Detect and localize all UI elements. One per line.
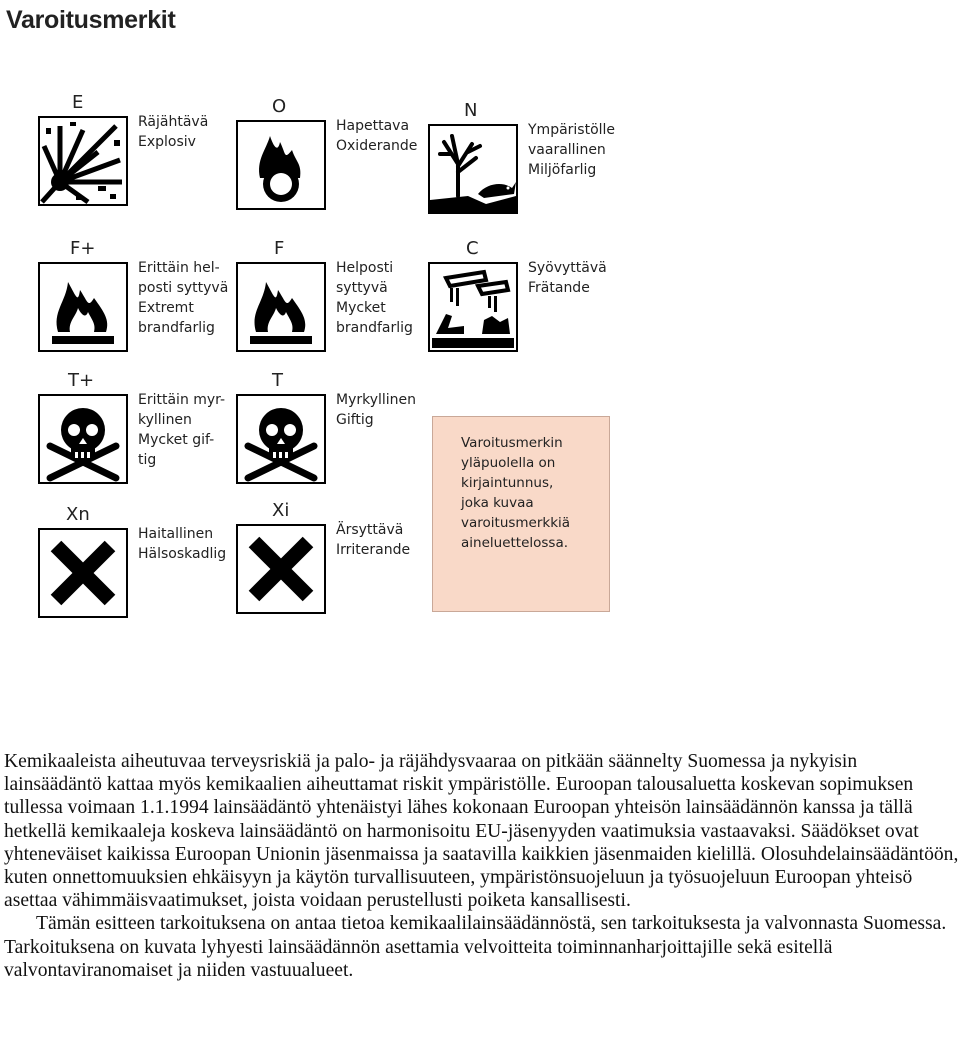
hazard-code: Xi — [272, 500, 290, 521]
flame-icon — [236, 262, 326, 352]
oxidizing-icon — [236, 120, 326, 210]
hazard-code: N — [464, 100, 478, 121]
hazard-symbol-environment — [428, 100, 708, 230]
hazard-code: F — [274, 238, 285, 259]
paragraph: Kemikaaleista aiheutuvaa terveysriskiä ja palo- ja räjähdysvaaraa on pitkään säännelty Suomessa ja nykyisin lainsäädäntö kattaa myös kemikaalien aiheuttamat riskit ympäristölle. Euroopan talousaluetta koskevan sopimuksen tullessa voimaan 1.1.1994 lainsäädäntö yhtenäistyi lähes kokonaan Euroopan yhteisön lainsäädännön kanssa ja tällä hetkellä kemikaaleja koskeva lainsäädäntö on harmonisoitu EU-jäsenyyden vaatimuksia vastaavaksi. Säädökset ovat yhteneväiset kaikissa Euroopan Unionin jäsenmaissa ja saatavilla kaikkien jäsenmaiden kielillä. Olosuhdelainsäädäntöön, kuten onnettomuuksien ehkäisyyn ja käytön turvallisuuteen, ympäristönsuojeluun ja työsuojeluun Euroopan yhteisö asettaa vähimmäisvaatimukset, joista voidaan perustellusti poiketa kansallisesti. — [4, 751, 959, 912]
hazard-label: Myrkyllinen Giftig — [336, 392, 417, 428]
environment-hazard-icon — [428, 124, 518, 214]
hazard-symbol-corrosive — [428, 238, 708, 368]
hazard-label: Hapettava Oxiderande — [336, 118, 418, 154]
note-box: Varoitusmerkin yläpuolella on kirjaintunnus, joka kuvaa varoitusmerkkiä aineluettelossa. — [432, 416, 610, 612]
hazard-label: Helposti syttyvä Mycket brandfarlig — [336, 260, 413, 336]
body-text — [4, 750, 959, 982]
hazard-code: Xn — [66, 504, 90, 525]
paragraph: Tämän esitteen tarkoituksena on antaa tietoa kemikaalilainsäädännöstä, sen tarkoituksesta ja valvonnasta Suomessa. Tarkoituksena on kuvata lyhyesti lainsäädännön asettamia velvoitteita toiminnanharjoittajille sekä esitellä valvontaviranomaiset ja niiden vastuualueet. — [4, 913, 947, 981]
hazard-label: Erittäin hel- posti syttyvä Extremt brandfarlig — [138, 260, 229, 336]
explosive-icon — [38, 116, 128, 206]
hazard-label: Ärsyttävä Irriterande — [336, 522, 411, 558]
hazard-code: O — [272, 96, 287, 117]
hazard-label: Räjähtävä Explosiv — [138, 114, 209, 150]
page-title: Varoitusmerkit — [6, 6, 176, 34]
hazard-code: T+ — [68, 370, 95, 391]
hazard-code: T — [272, 370, 283, 391]
hazard-label: Erittäin myr- kyllinen Mycket gif- tig — [138, 392, 226, 468]
hazard-code: C — [466, 238, 479, 259]
hazard-code: E — [72, 92, 84, 113]
hazard-label: Haitallinen Hälsoskadlig — [138, 526, 227, 562]
hazard-label: Ympäristölle vaarallinen Miljöfarlig — [528, 122, 616, 178]
hazard-label: Syövyttävä Frätande — [528, 260, 607, 296]
skull-crossbones-icon — [38, 394, 128, 484]
hazard-code: F+ — [70, 238, 96, 259]
cross-icon — [236, 524, 326, 614]
cross-icon — [38, 528, 128, 618]
skull-crossbones-icon — [236, 394, 326, 484]
flame-icon — [38, 262, 128, 352]
corrosive-icon — [428, 262, 518, 352]
